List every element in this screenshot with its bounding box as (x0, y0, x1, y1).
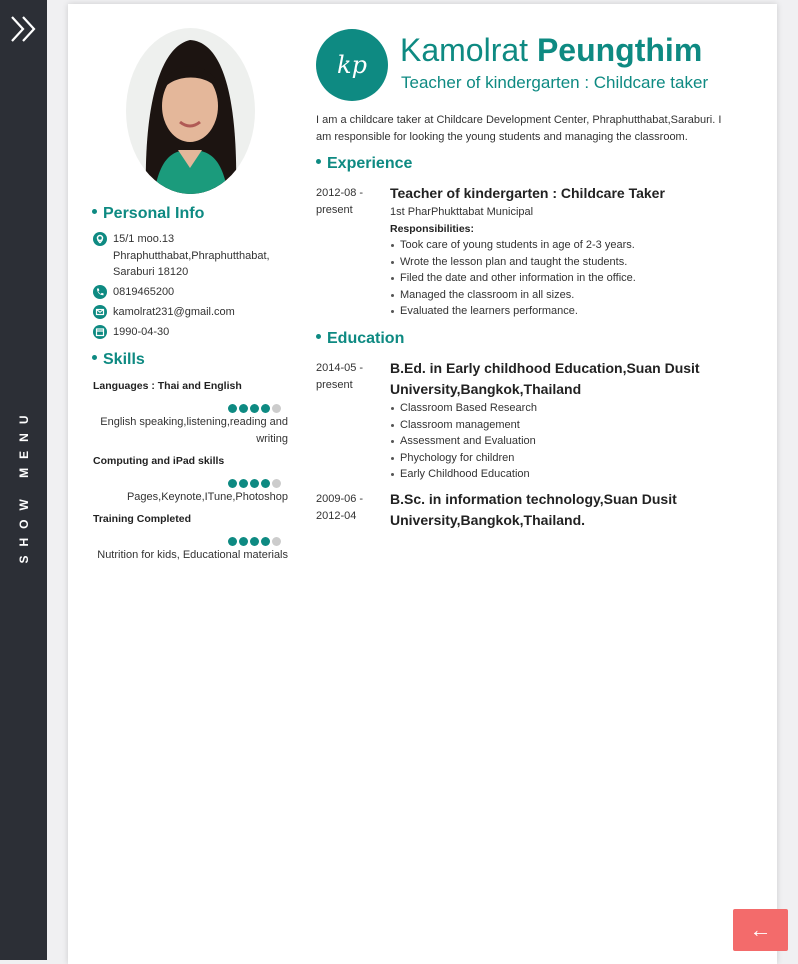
list-item: Managed the classroom in all sizes. (390, 287, 750, 304)
email-icon (93, 305, 107, 319)
skill-description: Pages,Keynote,ITune,Photoshop (126, 491, 288, 503)
list-item: Classroom management (390, 417, 750, 434)
education-period: 2009-06 - 2012-04 (316, 493, 364, 522)
personal-info-heading: Personal Info (92, 205, 204, 223)
show-menu-label: SHOW MENU (17, 406, 31, 564)
phone-icon (93, 285, 107, 299)
list-item: Assessment and Evaluation (390, 433, 750, 450)
education-heading: Education (316, 330, 404, 348)
skill-rating (228, 533, 283, 543)
skills-heading: Skills (92, 351, 145, 369)
list-item: Took care of young students in age of 2-3 years. (390, 237, 750, 254)
profile-photo (126, 28, 255, 194)
skill-name: Languages : Thai and English (93, 380, 242, 392)
resume-page (68, 4, 777, 964)
monogram-logo: kp (316, 29, 388, 101)
list-item: Filed the date and other information in the office. (390, 270, 750, 287)
list-item: Early Childhood Education (390, 466, 750, 483)
calendar-icon (93, 325, 107, 339)
experience-period: 2012-08 - present (316, 187, 364, 216)
skill-description: Nutrition for kids, Educational materials (97, 549, 288, 561)
experience-org: 1st PharPhukttabat Municipal (390, 206, 534, 218)
skill-rating (228, 475, 283, 485)
list-item: Evaluated the learners performance. (390, 303, 750, 320)
skill-name: Computing and iPad skills (93, 455, 225, 467)
summary-text: I am a childcare taker at Childcare Development Center, Phraphutthabat,Saraburi. I am responsible for looking the young students and managing the classroom. (316, 114, 722, 143)
responsibilities-label: Responsibilities: (390, 223, 475, 235)
responsibilities-list (390, 237, 750, 320)
back-button[interactable] (733, 909, 788, 951)
education-period: 2014-05 - present (316, 362, 364, 391)
list-item: Phychology for children (390, 450, 750, 467)
job-title: Teacher of kindergarten : Childcare taker (401, 73, 709, 92)
list-item: Wrote the lesson plan and taught the students. (390, 254, 750, 271)
list-item: Classroom Based Research (390, 400, 750, 417)
education-title: B.Sc. in information technology,Suan Dusit University,Bangkok,Thailand. (390, 491, 677, 528)
skill-rating (228, 400, 283, 410)
double-chevron-right-icon[interactable] (9, 14, 39, 44)
location-pin-icon (93, 232, 107, 246)
phone-text: 0819465200 (113, 286, 175, 298)
address-text: 15/1 moo.13 Phraphutthabat,Phraphutthabat, Saraburi 18120 (113, 233, 270, 278)
email-link[interactable]: kamolrat231@gmail.com (113, 306, 235, 318)
full-name: Kamolrat Peungthim (400, 32, 703, 68)
show-menu-button[interactable] (4, 400, 44, 570)
skill-name: Training Completed (93, 513, 192, 525)
experience-title: Teacher of kindergarten : Childcare Taker (390, 185, 665, 201)
education-course-list (390, 400, 750, 483)
education-title: B.Ed. in Early childhood Education,Suan Dusit University,Bangkok,Thailand (390, 360, 700, 397)
skill-description: English speaking,listening,reading and writing (100, 416, 288, 445)
arrow-left-icon: ← (749, 917, 772, 942)
experience-heading: Experience (316, 155, 412, 173)
birthdate-text: 1990-04-30 (113, 326, 170, 338)
sidebar (0, 0, 47, 960)
